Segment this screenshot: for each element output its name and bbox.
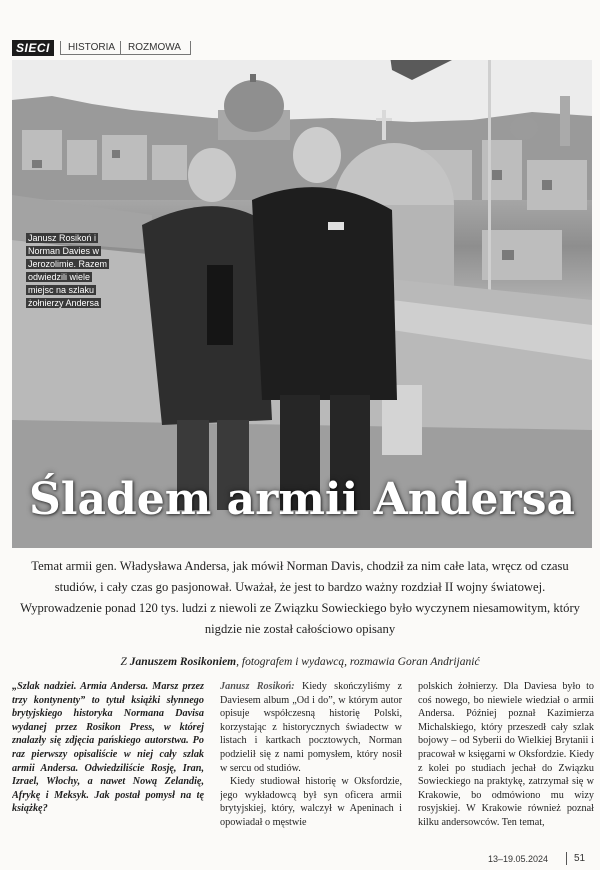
answer-paragraph-3: polskich żołnierzy. Dla Daviesa było to coś nowego, bo niewiele wiedział o armii Andersa. Później poznał Kazimierza Michalskiego, który przeszedł cały szlak bojowy – od Syberii do Wielkiej Brytanii i pracował w księgarni w Oksfordzie. Kiedy z kolei po studiach jechał do Związku Sowieckiego na praktykę, zatrzymał się w Krakowie, bo odmówiono mu wizy rosyjskiej. W Krakowie również poznał kilku andersowców. Ten temat, — [418, 681, 594, 828]
body-column-2 — [220, 680, 402, 848]
byline-interviewee: Januszem Rosikoniem — [129, 656, 237, 668]
body-column-1 — [12, 680, 204, 848]
photo-caption — [26, 232, 108, 310]
section-divider — [190, 41, 191, 55]
article-body — [12, 680, 594, 848]
byline — [16, 654, 584, 670]
header-rule — [60, 54, 190, 55]
lead-paragraph: Temat armii gen. Władysława Andersa, jak mówił Norman Davis, chodził za nim całe lata, wręcz od czasu studiów, i cały czas go pasjonował. Uważał, że jest to bardzo ważny rozdział II wojny światowej. Wyprowadzenie ponad 120 tys. ludzi z niewoli ze Związku Sowieckiego było wyczynem niesamowitym, który nigdzie nie został całościowo opisany — [20, 559, 580, 636]
answer-paragraph-2: Kiedy studiował historię w Oksfordzie, jego wykładowcą był syn oficera armii brytyjskiej, który, walczył w Apeninach i opowiadał o męstwie — [220, 776, 402, 828]
answer-text-1: Kiedy skończyliśmy z Daviesem album „Od i do”, w którym autor opisuje współczesną historię Polski, korzystając z historycznych świadectw w listach i kartkach pocztowych, Norman podzielił się z nami pomysłem, który nosił w sercu od studiów. — [220, 681, 402, 774]
answer-paragraph-1 — [220, 680, 402, 775]
page-number: 51 — [574, 853, 586, 864]
section-divider — [60, 41, 61, 55]
masthead — [0, 0, 600, 60]
article-title: Śladem armii Andersa — [29, 474, 575, 525]
brand-logo: SIECI — [12, 40, 54, 56]
section-label-rozmowa: ROZMOWA — [128, 42, 181, 53]
issue-date: 13–19.05.2024 — [488, 854, 549, 864]
photo-caption-text: Janusz Rosikoń i Norman Davies w Jerozolimie. Razem odwiedzili wiele miejsc na szlaku żołnierzy Andersa — [28, 233, 108, 308]
footer-divider — [566, 852, 567, 865]
section-divider — [120, 41, 121, 55]
byline-suffix: , fotografem i wydawcą, rozmawia Goran Andrijanić — [236, 656, 480, 668]
section-label-historia: HISTORIA — [68, 42, 116, 53]
byline-prefix: Z — [120, 656, 130, 668]
speaker-name: Janusz Rosikoń: — [220, 681, 295, 692]
interview-question: „Szlak nadziei. Armia Andersa. Marsz przez trzy kontynenty” to tytuł książki słynnego brytyjskiego historyka Normana Davisa wydanej przez Rosikon Press, w której znalazły się zdjęcia pańskiego autorstwa. Po raz pierwszy opisaliście w niej cały szlak armii Andersa. Odwiedziliście Rosję, Iran, Izrael, Włochy, a nawet Nową Zelandię, Afrykę i Meksyk. Jak postał pomysł na tę książkę? — [12, 681, 204, 815]
hero-photo — [12, 0, 592, 548]
body-column-3 — [418, 680, 594, 848]
